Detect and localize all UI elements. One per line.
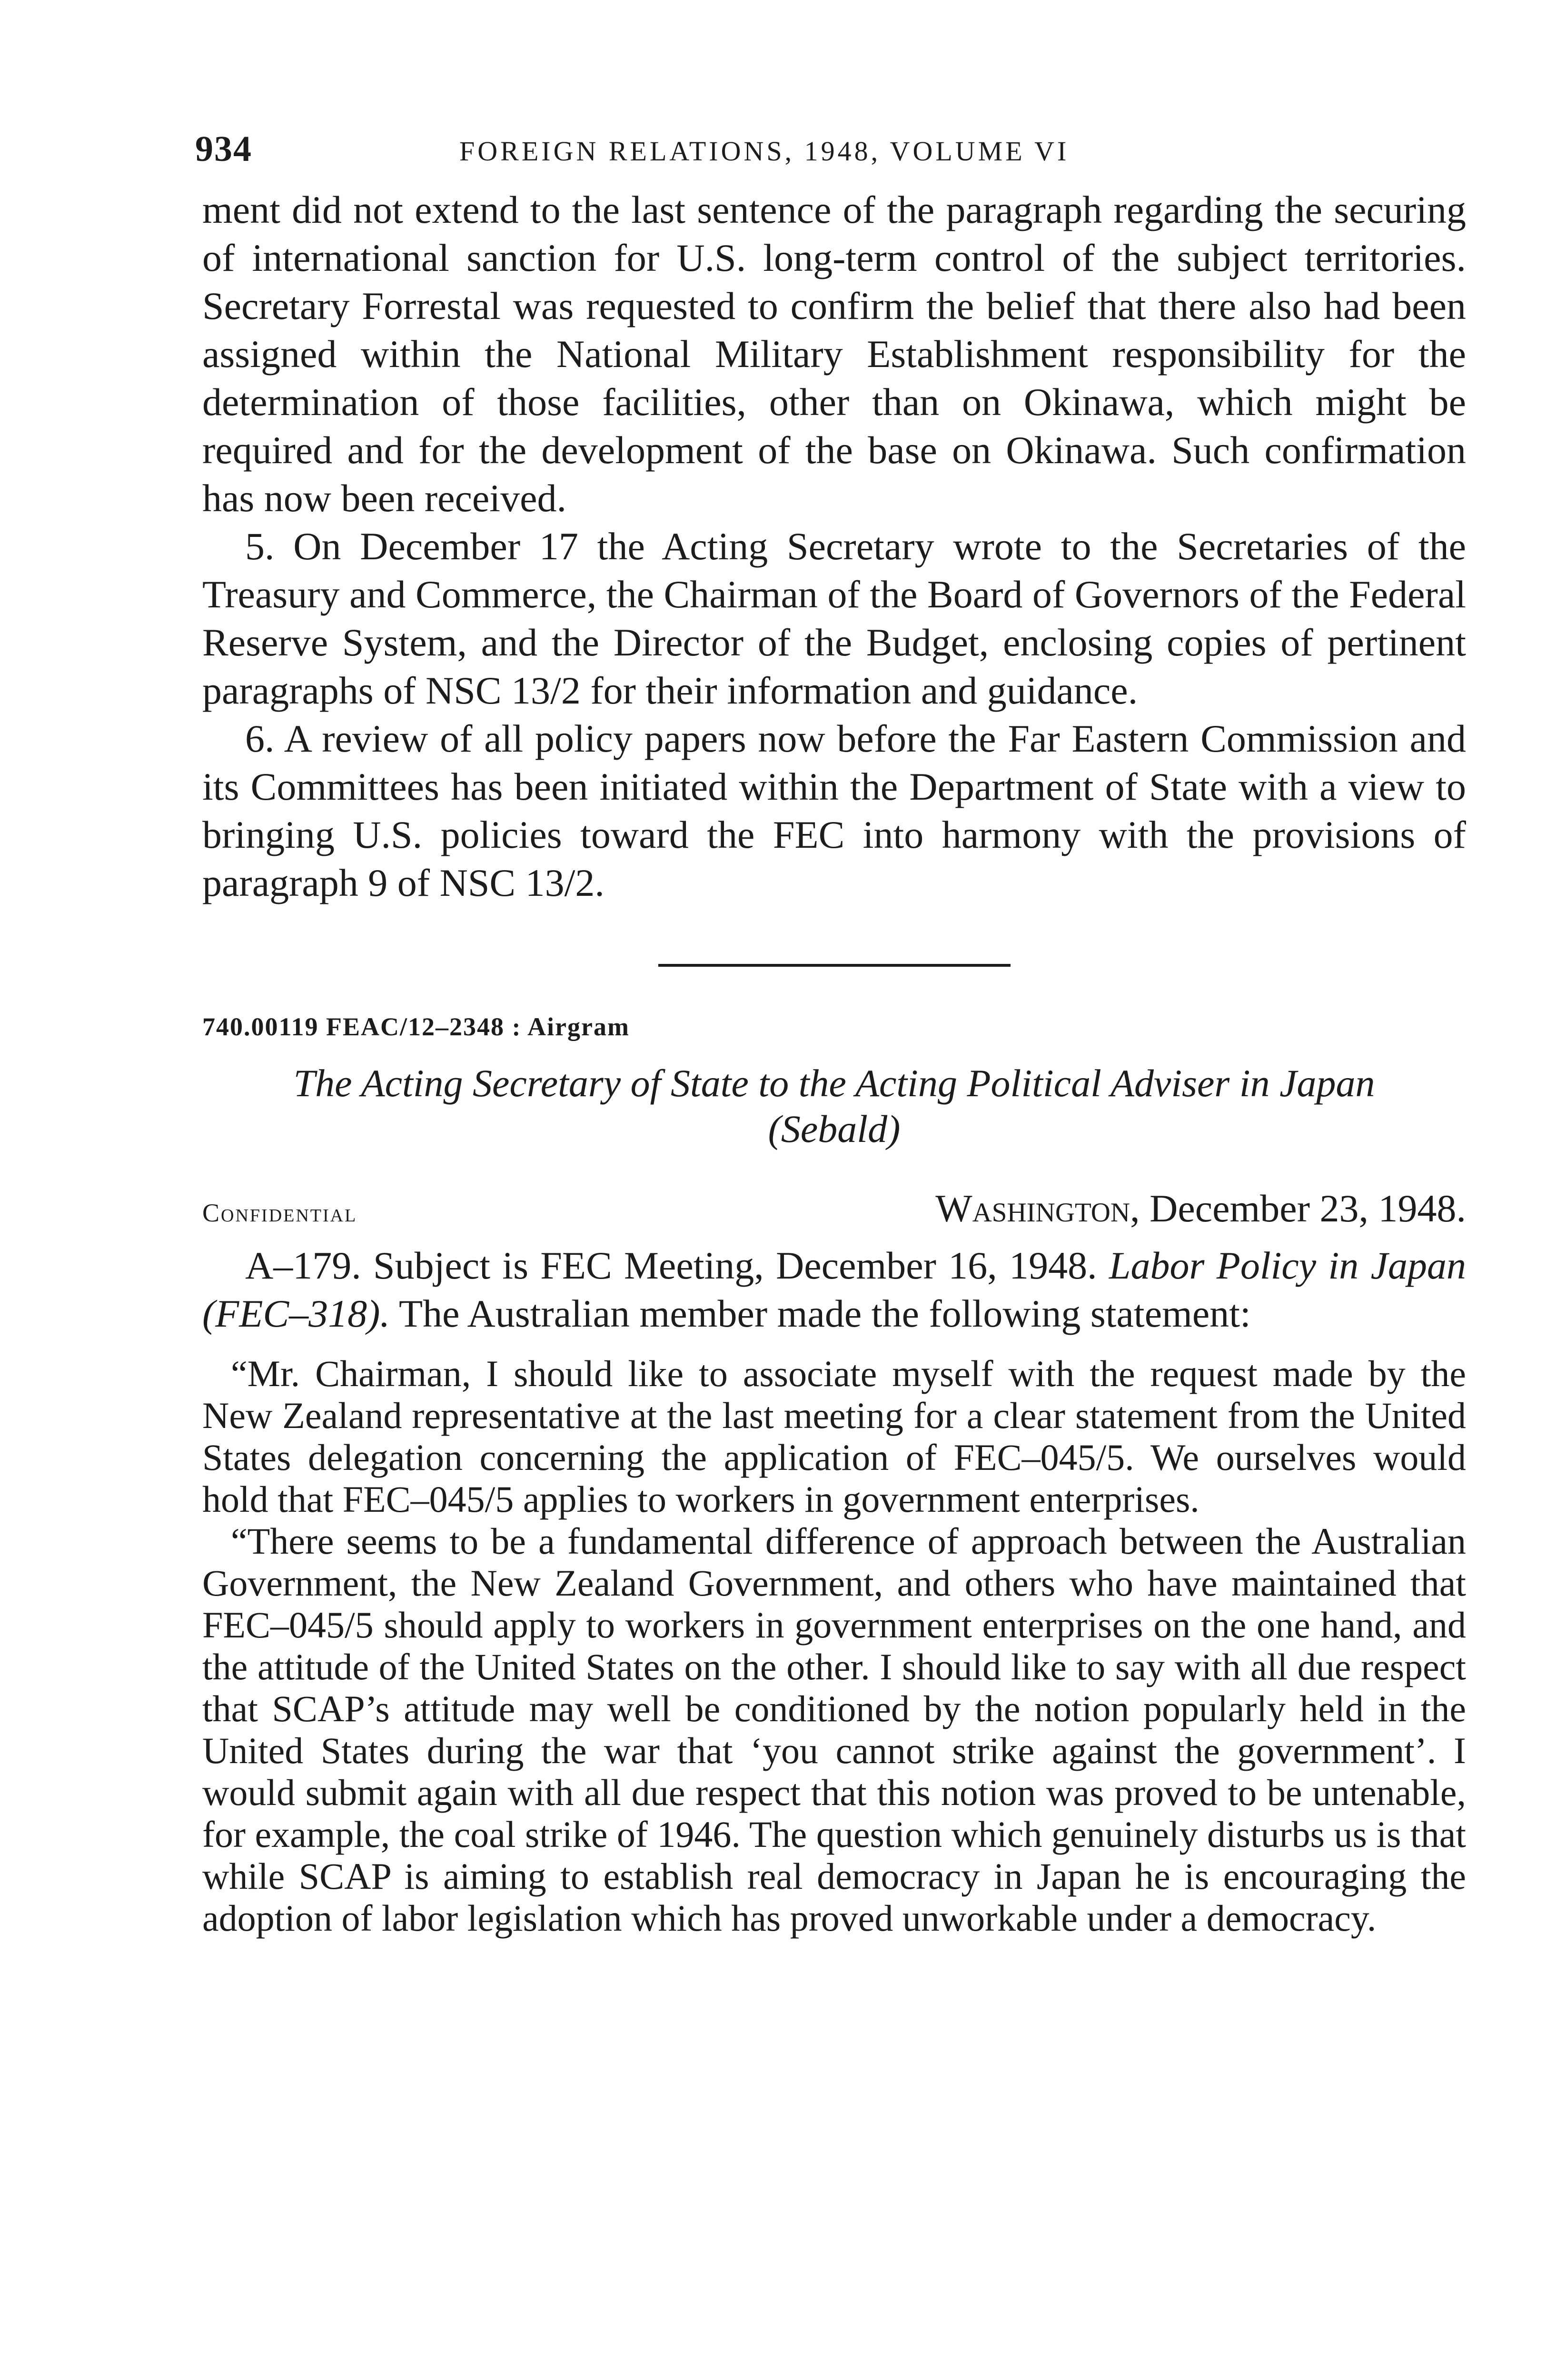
intro-paragraph: [202, 1241, 1466, 1338]
dateline-date: December 23, 1948.: [1150, 1187, 1466, 1230]
document-title: [202, 1061, 1466, 1152]
dateline: [935, 1186, 1466, 1231]
file-reference: 740.00119 FEAC/12–2348 : Airgram: [202, 1012, 630, 1041]
document-title-line-1: The Acting Secretary of State to the Acting Political Adviser in Japan: [293, 1061, 1375, 1105]
quoted-paragraph-1: “Mr. Chairman, I should like to associate myself with the request made by the New Zealand representative at the last meeting for a clear statement from the United States delegation concerning the application of FEC–045/5. We ourselves would hold that FEC–045/5 applies to workers in government enterprises.: [202, 1353, 1466, 1520]
page-number: 934: [195, 129, 252, 169]
dateline-city: Washington,: [935, 1187, 1140, 1230]
continuation-paragraph: ment did not extend to the last sentence of the paragraph regarding the securing of international sanction for U.S. long-term control of the subject territories. Secretary Forrestal was requested to confirm the belief that there also had been assigned within the National Military Establishment responsibility for the determination of those facilities, other than on Okinawa, which might be required and for the development of the base on Okinawa. Such confirmation has now been received.: [202, 188, 1466, 520]
document-page: [195, 129, 1466, 2366]
section-divider: [658, 964, 1011, 967]
intro-prefix: A–179. Subject is FEC Meeting, December 16, 1948.: [245, 1244, 1097, 1287]
document-title-line-2: (Sebald): [768, 1107, 901, 1150]
running-head: FOREIGN RELATIONS, 1948, VOLUME VI: [459, 136, 1070, 167]
dateline-row: [202, 1186, 1466, 1231]
paragraph-5: 5. On December 17 the Acting Secretary wrote to the Secretaries of the Treasury and Commerce, the Chairman of the Board of Governors of the Federal Reserve System, and the Director of the Budget, enclosing copies of pertinent paragraphs of NSC 13/2 for their information and guidance.: [202, 525, 1466, 712]
classification-marking: Confidential: [202, 1199, 357, 1227]
intro-subject: Labor Policy in Japan (FEC–318).: [202, 1244, 1466, 1335]
paragraph-6: 6. A review of all policy papers now before the Far Eastern Commission and its Committees has been initiated within the Department of State with a view to bringing U.S. policies toward the FEC into harmony with the provisions of paragraph 9 of NSC 13/2.: [202, 717, 1466, 904]
page-header: [195, 129, 1466, 186]
quoted-paragraph-2: “There seems to be a fundamental difference of approach between the Australian Government, the New Zealand Government, and others who have maintained that FEC–045/5 should apply to workers in government enterprises on the one hand, and the attitude of the United States on the other. I should like to say with all due respect that SCAP’s attitude may well be conditioned by the notion popularly held in the United States during the war that ‘you cannot strike against the government’. I would submit again with all due respect that this notion was proved to be untenable, for example, the coal strike of 1946. The question which genuinely disturbs us is that while SCAP is aiming to establish real democracy in Japan he is encouraging the adoption of labor legislation which has proved unworkable under a democracy.: [202, 1520, 1466, 1939]
intro-suffix: The Australian member made the following statement:: [399, 1292, 1251, 1335]
